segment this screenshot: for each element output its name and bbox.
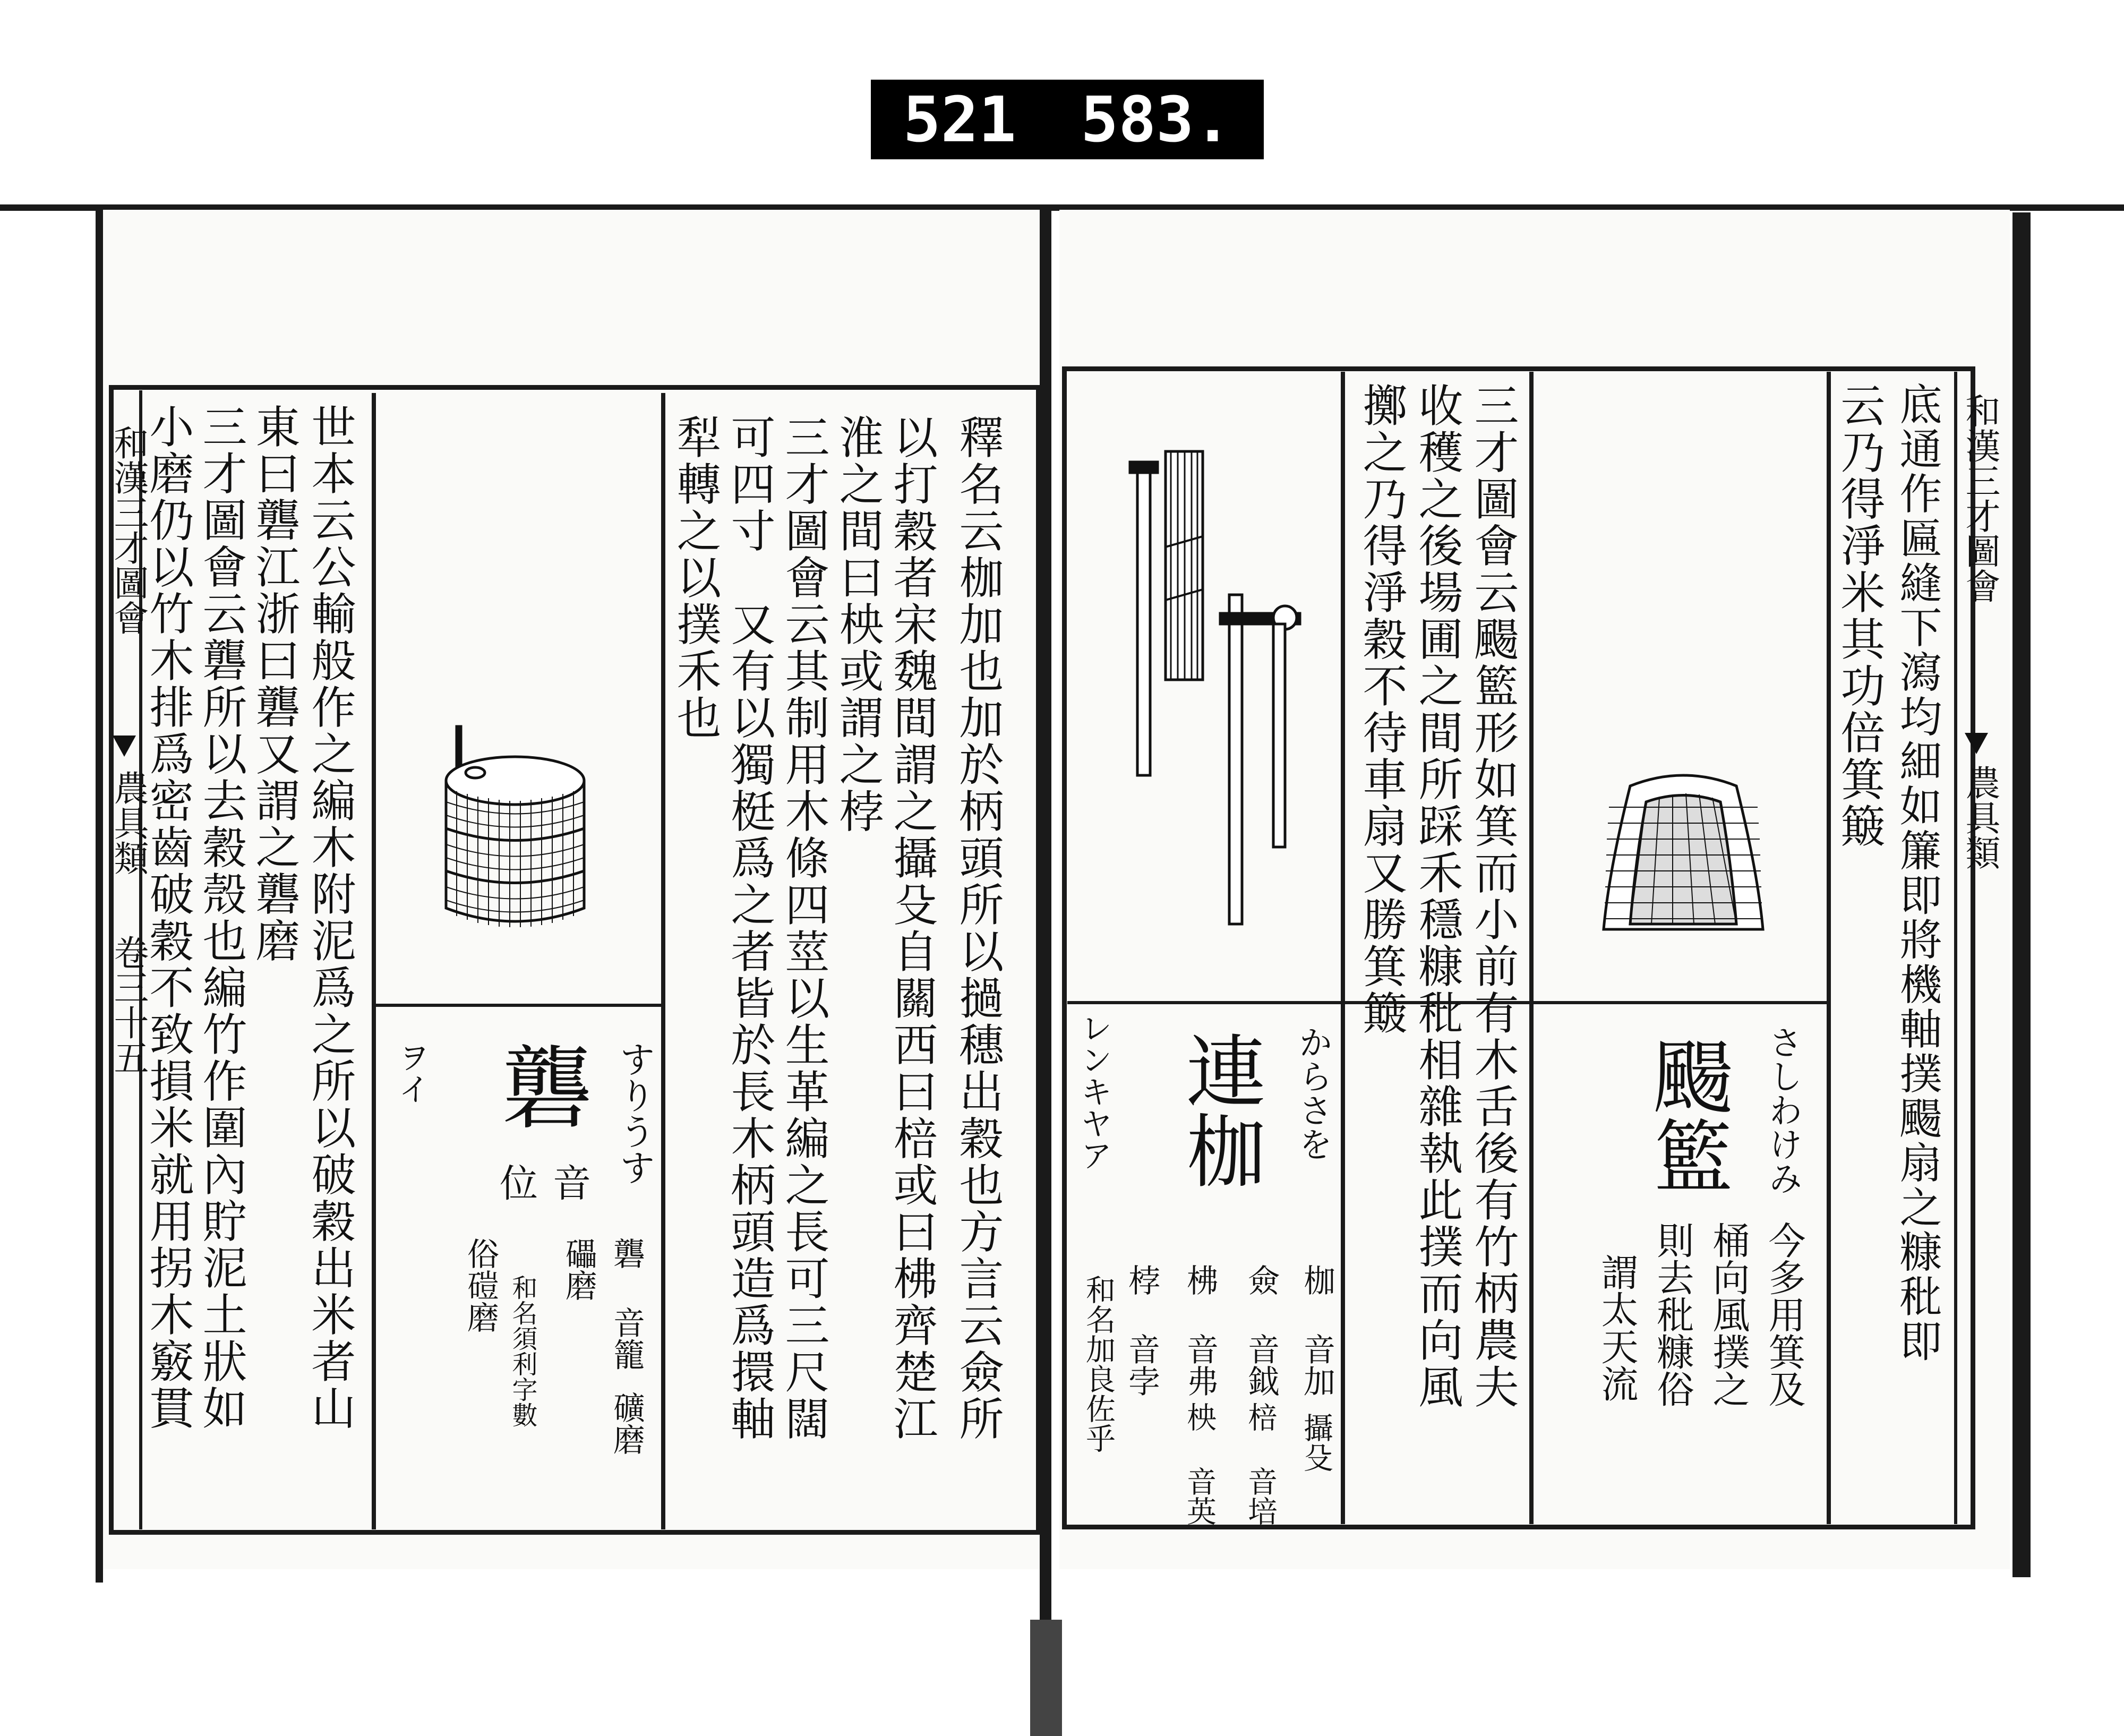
- right-column-5: 三才圖會云颺籃形如箕而小前有木舌後有竹柄農夫: [1467, 382, 1519, 1410]
- left-column-6: 可四寸 又有以獨梃爲之者皆於長木柄頭造爲擐軸: [724, 414, 776, 1442]
- right-page-edge: [2012, 212, 2031, 1577]
- entry3-reading: さしわけみ: [1763, 1025, 1802, 1195]
- archive-number-left: 521: [903, 83, 1016, 156]
- right-margin-title: 和漢三才圖會: [1959, 393, 2000, 603]
- entry2-reading: からさを: [1293, 1025, 1332, 1161]
- entry2-alias-1: 和名加良佐乎: [1081, 1275, 1116, 1453]
- left-margin-title: 和漢三才圖會: [108, 425, 149, 635]
- archive-number-label: [871, 80, 1264, 159]
- entry2-alias-8: 攝殳: [1299, 1413, 1333, 1472]
- left-column-1: 小磨仍以竹木排爲密齒破穀不致損米就用拐木竅貫: [142, 404, 194, 1432]
- left-column-7: 三才圖會云其制用木條四莖以生革編之長可三尺闊: [778, 414, 830, 1442]
- entry1-alias-3: 礧磨: [560, 1237, 597, 1301]
- left-illustration-baseline: [374, 1004, 661, 1007]
- flail-icon: [1130, 451, 1300, 924]
- entry2-alias-5: 僉 音鉞: [1243, 1264, 1280, 1397]
- entry2-alias-2: 桲 音孛: [1123, 1264, 1160, 1397]
- right-frame-inner-line: [1954, 372, 1957, 1524]
- entry1-alias-4: 礱 音籠: [608, 1237, 645, 1370]
- left-column-10: 釋名云枷加也加於柄頭所以撾穗出穀也方言云僉所: [952, 414, 1004, 1442]
- left-margin-fishtail: [113, 736, 136, 757]
- left-column-5: 犁轉之以撲禾也: [670, 414, 722, 741]
- entry2-alias-6: 棓 音培: [1243, 1402, 1278, 1526]
- entry1-pron-value: 位: [493, 1163, 538, 1201]
- entry1-alias-1: 俗磑磨: [462, 1237, 499, 1333]
- right-divider-3: [1827, 372, 1831, 1524]
- right-margin-fishtail: [1965, 733, 1988, 754]
- left-column-4: 世本云公輸般作之編木附泥爲之所以破穀出米者山: [304, 404, 356, 1432]
- book-gutter: [1040, 207, 1051, 1736]
- flail-illustration: [1115, 441, 1338, 945]
- right-divider-1: [1341, 372, 1345, 1524]
- entry2-alias-3: 柫 音弗: [1181, 1264, 1219, 1397]
- entry1-pron-label: 音: [546, 1163, 591, 1201]
- millstone-illustration: [425, 722, 605, 945]
- right-illustration-baseline-2: [1532, 1001, 1829, 1004]
- right-divider-2: [1529, 372, 1534, 1524]
- entry2-katakana: レンキヤア: [1075, 1012, 1112, 1171]
- entry3-notes-4: 今多用箕及: [1762, 1221, 1806, 1407]
- entry2-alias-4: 柍 音英: [1182, 1402, 1217, 1526]
- right-column-2: 云乃得淨米其功倍箕簸: [1834, 382, 1886, 850]
- entry1-reading: すりうす: [613, 1041, 655, 1185]
- basket-icon: [1604, 775, 1763, 929]
- entry1-alias-5: 礦磨: [608, 1391, 645, 1455]
- left-column-2: 三才圖會云礱所以去穀殼也編竹作圍內貯泥土狀如: [195, 404, 247, 1432]
- right-column-4: 收穫之後場圃之間所踩禾穩糠秕相雜執此撲而向風: [1411, 382, 1463, 1410]
- left-column-3: 東曰礱江浙曰礱又謂之礱磨: [249, 404, 301, 964]
- book-gutter-clip: [1030, 1620, 1062, 1736]
- entry2-alias-7: 枷 音加: [1298, 1264, 1335, 1397]
- entry1-katakana: ヲイ: [393, 1041, 430, 1105]
- left-divider-1: [372, 393, 376, 1529]
- right-margin-section: 農具類: [1959, 765, 2000, 870]
- left-divider-2: [661, 393, 665, 1529]
- right-column-3: 擲之乃得淨穀不待車扇又勝箕簸: [1356, 382, 1408, 1037]
- left-margin-section: 農具類: [108, 770, 149, 875]
- millstone-icon: [446, 726, 584, 927]
- entry3-kanji: 颺籃: [1640, 1036, 1732, 1195]
- entry3-notes-1: 謂太天流: [1595, 1253, 1639, 1402]
- left-margin-volume: 卷三十五: [108, 935, 149, 1075]
- winnow-basket-illustration: [1598, 765, 1768, 940]
- entry2-kanji: 連枷: [1172, 1030, 1265, 1190]
- left-column-8: 淮之間曰柍或謂之桲: [832, 414, 884, 835]
- left-column-9: 以打穀者宋魏間謂之攝殳自關西曰棓或曰柫齊楚江: [886, 414, 938, 1442]
- entry1-kanji: 礱: [486, 1041, 592, 1131]
- entry1-alias-2: 和名須利字數: [508, 1275, 537, 1427]
- left-page-edge: [96, 207, 103, 1583]
- right-column-1: 底通作匾縫下瀉均細如簾即將機軸撲颺扇之糠秕即: [1892, 382, 1942, 1364]
- entry3-notes-2: 則去秕糠俗: [1651, 1221, 1694, 1407]
- entry3-notes-3: 桶向風撲之: [1707, 1221, 1750, 1407]
- archive-number-right: 583.: [1081, 83, 1232, 156]
